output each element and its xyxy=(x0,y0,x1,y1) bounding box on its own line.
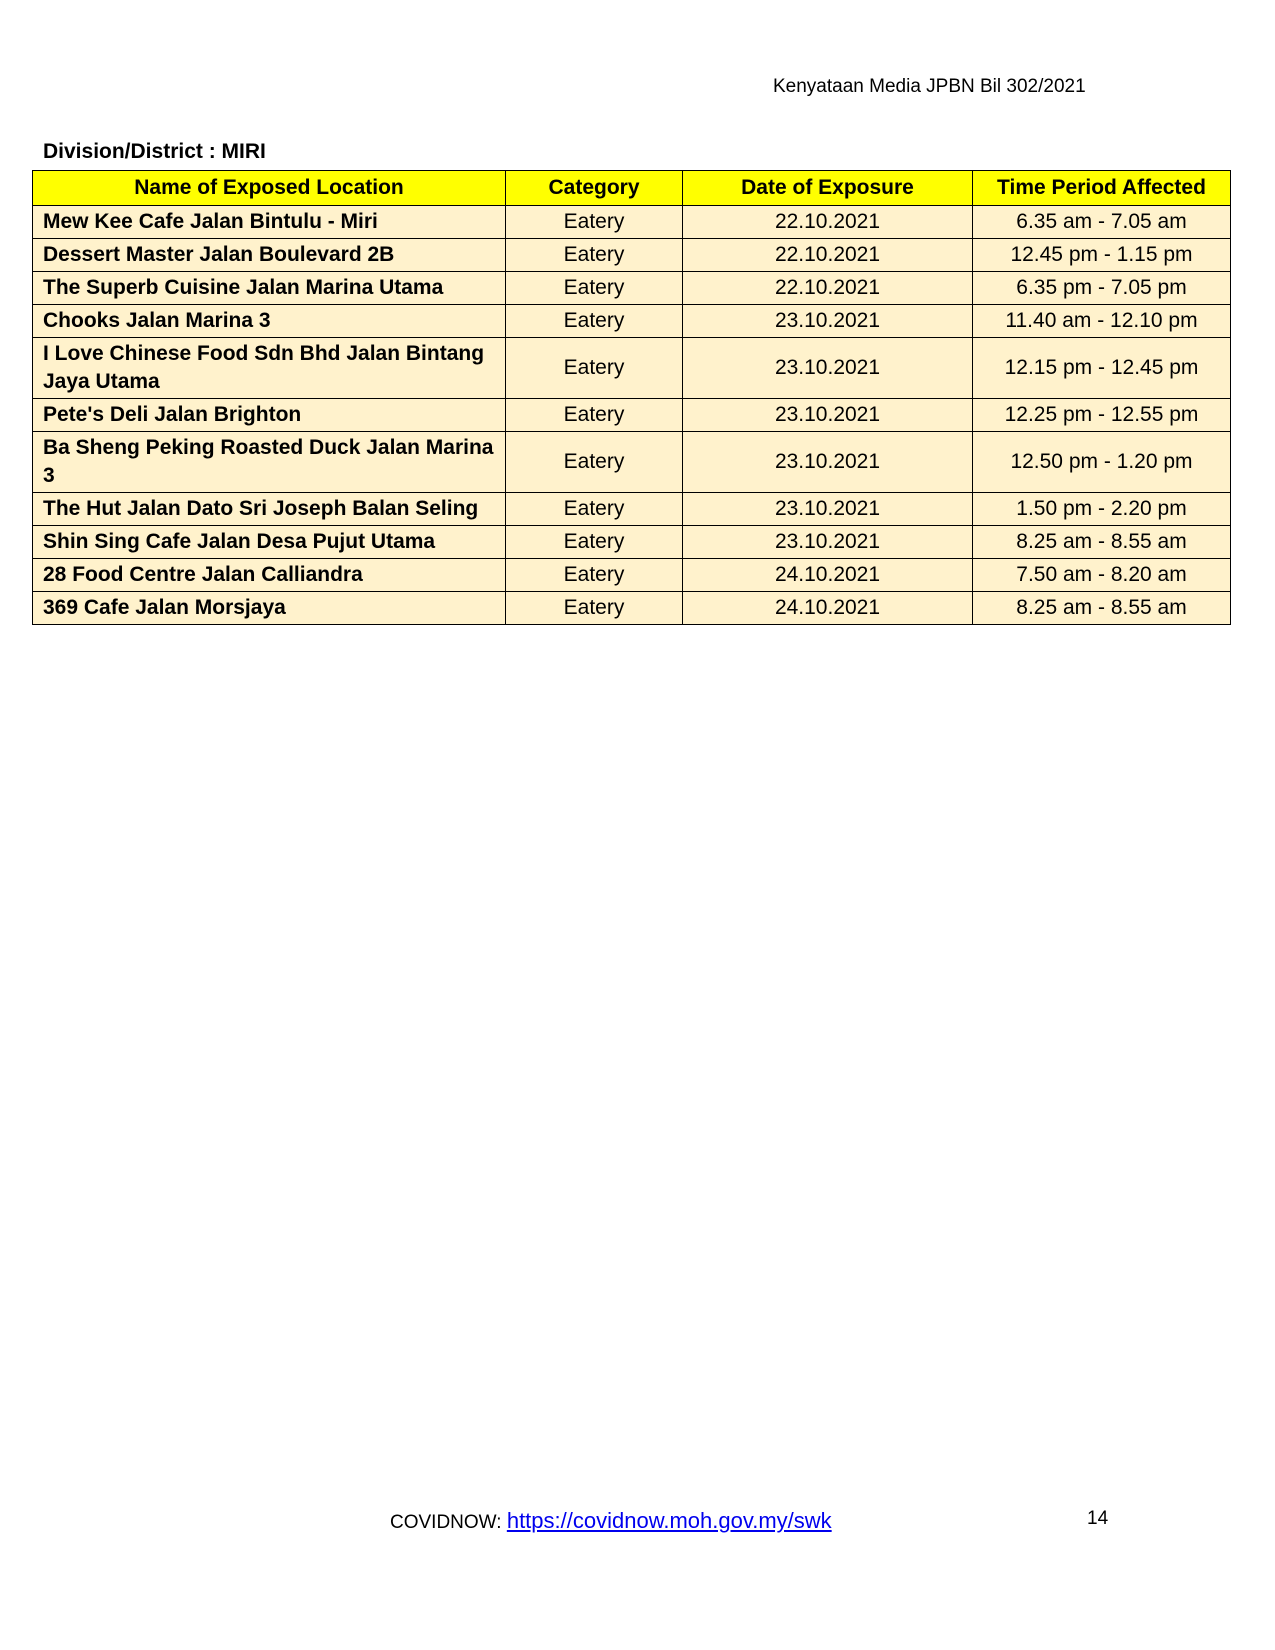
table-row xyxy=(33,526,1231,559)
location-name-cell: I Love Chinese Food Sdn Bhd Jalan Bintang Jaya Utama xyxy=(33,338,506,399)
location-name-cell: 369 Cafe Jalan Morsjaya xyxy=(33,592,506,625)
location-name-cell: The Superb Cuisine Jalan Marina Utama xyxy=(33,272,506,305)
date-cell: 23.10.2021 xyxy=(683,399,973,432)
table-row xyxy=(33,592,1231,625)
table-row xyxy=(33,493,1231,526)
time-period-cell: 1.50 pm - 2.20 pm xyxy=(973,493,1231,526)
table-row xyxy=(33,432,1231,493)
location-name-cell: Mew Kee Cafe Jalan Bintulu - Miri xyxy=(33,206,506,239)
category-cell: Eatery xyxy=(506,399,683,432)
covidnow-link[interactable]: https://covidnow.moh.gov.my/swk xyxy=(506,1508,832,1533)
category-cell: Eatery xyxy=(506,559,683,592)
table-row xyxy=(33,206,1231,239)
time-period-cell: 12.15 pm - 12.45 pm xyxy=(973,338,1231,399)
date-cell: 23.10.2021 xyxy=(683,432,973,493)
time-period-cell: 6.35 am - 7.05 am xyxy=(973,206,1231,239)
date-cell: 23.10.2021 xyxy=(683,305,973,338)
division-district-label: Division/District : MIRI xyxy=(43,140,266,163)
category-cell: Eatery xyxy=(506,239,683,272)
date-cell: 23.10.2021 xyxy=(683,526,973,559)
page-number: 14 xyxy=(1087,1508,1109,1529)
location-name-cell: Dessert Master Jalan Boulevard 2B xyxy=(33,239,506,272)
time-period-cell: 11.40 am - 12.10 pm xyxy=(973,305,1231,338)
column-header-date: Date of Exposure xyxy=(683,171,973,206)
footer-source xyxy=(390,1508,832,1534)
date-cell: 23.10.2021 xyxy=(683,338,973,399)
location-name-cell: The Hut Jalan Dato Sri Joseph Balan Seling xyxy=(33,493,506,526)
table-row xyxy=(33,305,1231,338)
category-cell: Eatery xyxy=(506,206,683,239)
category-cell: Eatery xyxy=(506,305,683,338)
category-cell: Eatery xyxy=(506,526,683,559)
location-name-cell: Ba Sheng Peking Roasted Duck Jalan Marina 3 xyxy=(33,432,506,493)
category-cell: Eatery xyxy=(506,493,683,526)
time-period-cell: 7.50 am - 8.20 am xyxy=(973,559,1231,592)
column-header-time: Time Period Affected xyxy=(973,171,1231,206)
document-reference: Kenyataan Media JPBN Bil 302/2021 xyxy=(773,76,1086,97)
date-cell: 22.10.2021 xyxy=(683,272,973,305)
date-cell: 22.10.2021 xyxy=(683,239,973,272)
date-cell: 22.10.2021 xyxy=(683,206,973,239)
column-header-category: Category xyxy=(506,171,683,206)
location-name-cell: Shin Sing Cafe Jalan Desa Pujut Utama xyxy=(33,526,506,559)
table-row xyxy=(33,338,1231,399)
location-name-cell: Pete's Deli Jalan Brighton xyxy=(33,399,506,432)
table-row xyxy=(33,239,1231,272)
exposed-locations-table xyxy=(32,170,1231,625)
time-period-cell: 12.45 pm - 1.15 pm xyxy=(973,239,1231,272)
category-cell: Eatery xyxy=(506,592,683,625)
category-cell: Eatery xyxy=(506,338,683,399)
time-period-cell: 8.25 am - 8.55 am xyxy=(973,526,1231,559)
column-header-location: Name of Exposed Location xyxy=(33,171,506,206)
table-row xyxy=(33,399,1231,432)
location-name-cell: Chooks Jalan Marina 3 xyxy=(33,305,506,338)
table-row xyxy=(33,559,1231,592)
date-cell: 24.10.2021 xyxy=(683,559,973,592)
location-name-cell: 28 Food Centre Jalan Calliandra xyxy=(33,559,506,592)
footer-prefix: COVIDNOW: xyxy=(390,1512,507,1533)
time-period-cell: 12.25 pm - 12.55 pm xyxy=(973,399,1231,432)
time-period-cell: 6.35 pm - 7.05 pm xyxy=(973,272,1231,305)
time-period-cell: 8.25 am - 8.55 am xyxy=(973,592,1231,625)
table-header-row xyxy=(33,171,1231,206)
date-cell: 23.10.2021 xyxy=(683,493,973,526)
time-period-cell: 12.50 pm - 1.20 pm xyxy=(973,432,1231,493)
category-cell: Eatery xyxy=(506,272,683,305)
date-cell: 24.10.2021 xyxy=(683,592,973,625)
table-row xyxy=(33,272,1231,305)
category-cell: Eatery xyxy=(506,432,683,493)
